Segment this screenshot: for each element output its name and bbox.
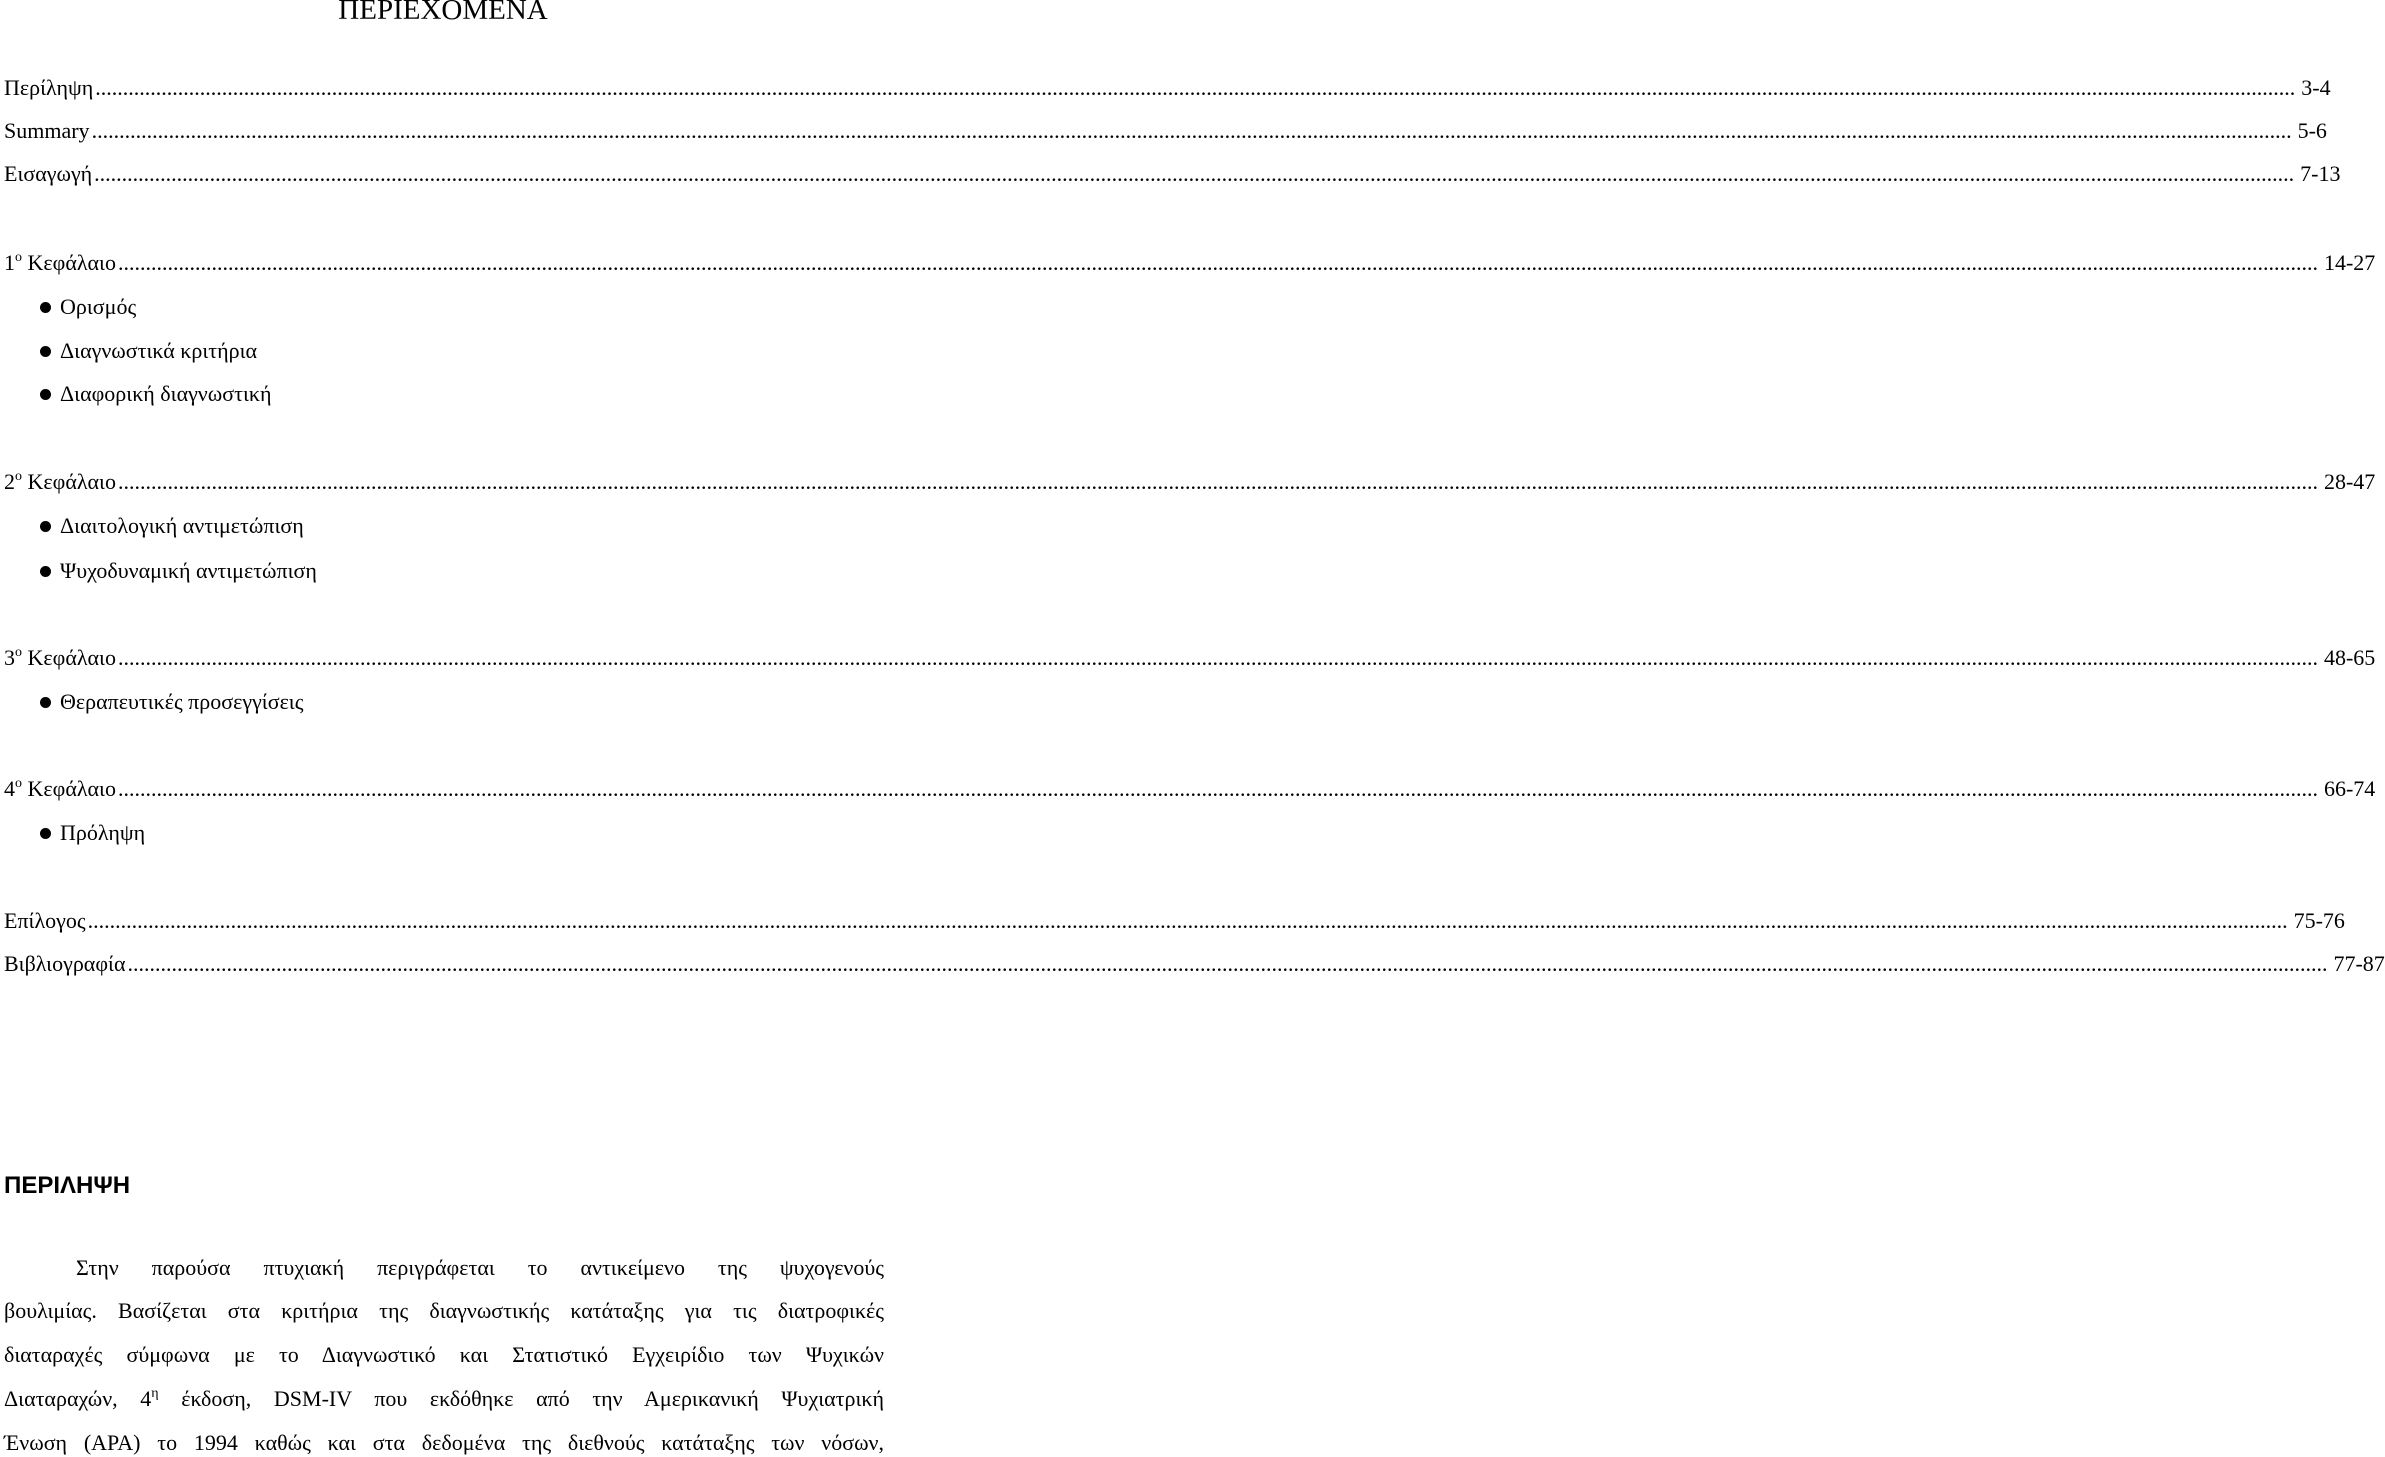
toc-leader-dots: ................................................................................................................................................................................................................................................................................................................................................................................................................: [117, 469, 2318, 494]
toc-entry-chapter-4[interactable]: [4, 775, 2376, 803]
bullet-icon: [40, 697, 51, 708]
toc-leader-dots: ................................................................................................................................................................................................................................................................................................................................................................................................................: [91, 118, 2292, 143]
chapter-word: Κεφάλαιο: [27, 469, 116, 494]
abstract-line: διαταραχές σύμφωνα με το Διαγνωστικό και Στατιστικό Εγχειρίδιο των Ψυχικών: [4, 1342, 884, 1367]
toc-subitem-label: Διαιτολογική αντιμετώπιση: [60, 513, 304, 538]
abstract-line: [4, 1385, 884, 1413]
toc-entry-label: Βιβλιογραφία: [4, 951, 126, 976]
chapter-word: Κεφάλαιο: [27, 250, 116, 275]
toc-subitem-label: Ψυχοδυναμική αντιμετώπιση: [60, 558, 317, 583]
toc-subitem[interactable]: [40, 293, 136, 321]
ordinal-suffix: ο: [15, 776, 22, 791]
toc-subitem[interactable]: [40, 337, 257, 365]
chapter-number: 4: [4, 776, 15, 801]
toc-subitem-label: Ορισμός: [60, 294, 137, 319]
toc-leader-dots: ................................................................................................................................................................................................................................................................................................................................................................................................................: [94, 161, 2295, 186]
toc-subitem[interactable]: [40, 557, 317, 585]
toc-entry-chapter-2[interactable]: [4, 468, 2376, 496]
chapter-number: 3: [4, 645, 15, 670]
toc-leader-dots: ................................................................................................................................................................................................................................................................................................................................................................................................................: [117, 776, 2318, 801]
toc-entry-perilipsi[interactable]: [4, 74, 2331, 102]
toc-entry-bibliografia[interactable]: [4, 950, 2385, 978]
ordinal-suffix: ο: [15, 250, 22, 265]
bullet-icon: [40, 828, 51, 839]
abstract-text: έκδοση, DSM-IV που εκδόθηκε από την Αμερικανική Ψυχιατρική: [158, 1386, 884, 1411]
section-heading-abstract: ΠΕΡΙΛΗΨΗ: [4, 1172, 131, 1199]
toc-entry-pages: 14-27: [2323, 250, 2376, 275]
chapter-number: 1: [4, 250, 15, 275]
ordinal-suffix: η: [151, 1386, 159, 1401]
toc-entry-chapter-1[interactable]: [4, 249, 2376, 277]
toc-subitem[interactable]: [40, 819, 145, 847]
toc-entry-pages: 5-6: [2297, 118, 2327, 143]
toc-leader-dots: ................................................................................................................................................................................................................................................................................................................................................................................................................: [87, 908, 2288, 933]
bullet-icon: [40, 302, 51, 313]
toc-leader-dots: ................................................................................................................................................................................................................................................................................................................................................................................................................: [127, 951, 2328, 976]
toc-leader-dots: ................................................................................................................................................................................................................................................................................................................................................................................................................: [95, 75, 2296, 100]
bullet-icon: [40, 346, 51, 357]
toc-entry-pages: 66-74: [2323, 776, 2376, 801]
toc-subitem-label: Θεραπευτικές προσεγγίσεις: [60, 689, 304, 714]
toc-entry-label: Εισαγωγή: [4, 161, 93, 186]
chapter-word: Κεφάλαιο: [27, 645, 116, 670]
document-title: ΠΕΡΙΕΧΟΜΕΝΑ: [338, 0, 548, 26]
ordinal-suffix: ο: [15, 469, 22, 484]
toc-entry-pages: 7-13: [2300, 161, 2341, 186]
toc-subitem[interactable]: [40, 688, 303, 716]
toc-entry-label: Summary: [4, 118, 90, 143]
toc-entry-eisagogi[interactable]: [4, 160, 2341, 188]
abstract-text: Διαταραχών, 4: [4, 1386, 152, 1411]
abstract-line: Στην παρούσα πτυχιακή περιγράφεται το αντικείμενο της ψυχογενούς: [76, 1255, 884, 1280]
toc-entry-pages: 3-4: [2301, 75, 2331, 100]
toc-subitem-label: Διαφορική διαγνωστική: [60, 381, 272, 406]
abstract-line: βουλιμίας. Βασίζεται στα κριτήρια της διαγνωστικής κατάταξης για τις διατροφικές: [4, 1298, 884, 1323]
toc-entry-epilogos[interactable]: [4, 907, 2345, 935]
toc-entry-pages: 28-47: [2323, 469, 2376, 494]
toc-subitem-label: Πρόληψη: [60, 820, 146, 845]
chapter-number: 2: [4, 469, 15, 494]
toc-entry-label: Περίληψη: [4, 75, 94, 100]
toc-leader-dots: ................................................................................................................................................................................................................................................................................................................................................................................................................: [117, 250, 2318, 275]
abstract-line: Ένωση (APA) το 1994 καθώς και στα δεδομένα της διεθνούς κατάταξης των νόσων,: [4, 1430, 884, 1455]
chapter-word: Κεφάλαιο: [27, 776, 116, 801]
toc-entry-pages: 77-87: [2333, 951, 2385, 976]
toc-entry-label: [4, 775, 116, 803]
toc-entry-chapter-3[interactable]: [4, 644, 2376, 672]
toc-entry-label: [4, 468, 116, 496]
toc-subitem-label: Διαγνωστικά κριτήρια: [60, 338, 258, 363]
toc-entry-label: [4, 249, 116, 277]
toc-entry-summary[interactable]: [4, 117, 2327, 145]
toc-subitem[interactable]: [40, 380, 271, 408]
toc-leader-dots: ................................................................................................................................................................................................................................................................................................................................................................................................................: [117, 645, 2318, 670]
toc-entry-label: [4, 644, 116, 672]
ordinal-suffix: ο: [15, 645, 22, 660]
toc-entry-pages: 75-76: [2293, 908, 2345, 933]
bullet-icon: [40, 566, 51, 577]
toc-entry-pages: 48-65: [2323, 645, 2376, 670]
bullet-icon: [40, 521, 51, 532]
toc-subitem[interactable]: [40, 512, 304, 540]
toc-entry-label: Επίλογος: [4, 908, 86, 933]
bullet-icon: [40, 389, 51, 400]
